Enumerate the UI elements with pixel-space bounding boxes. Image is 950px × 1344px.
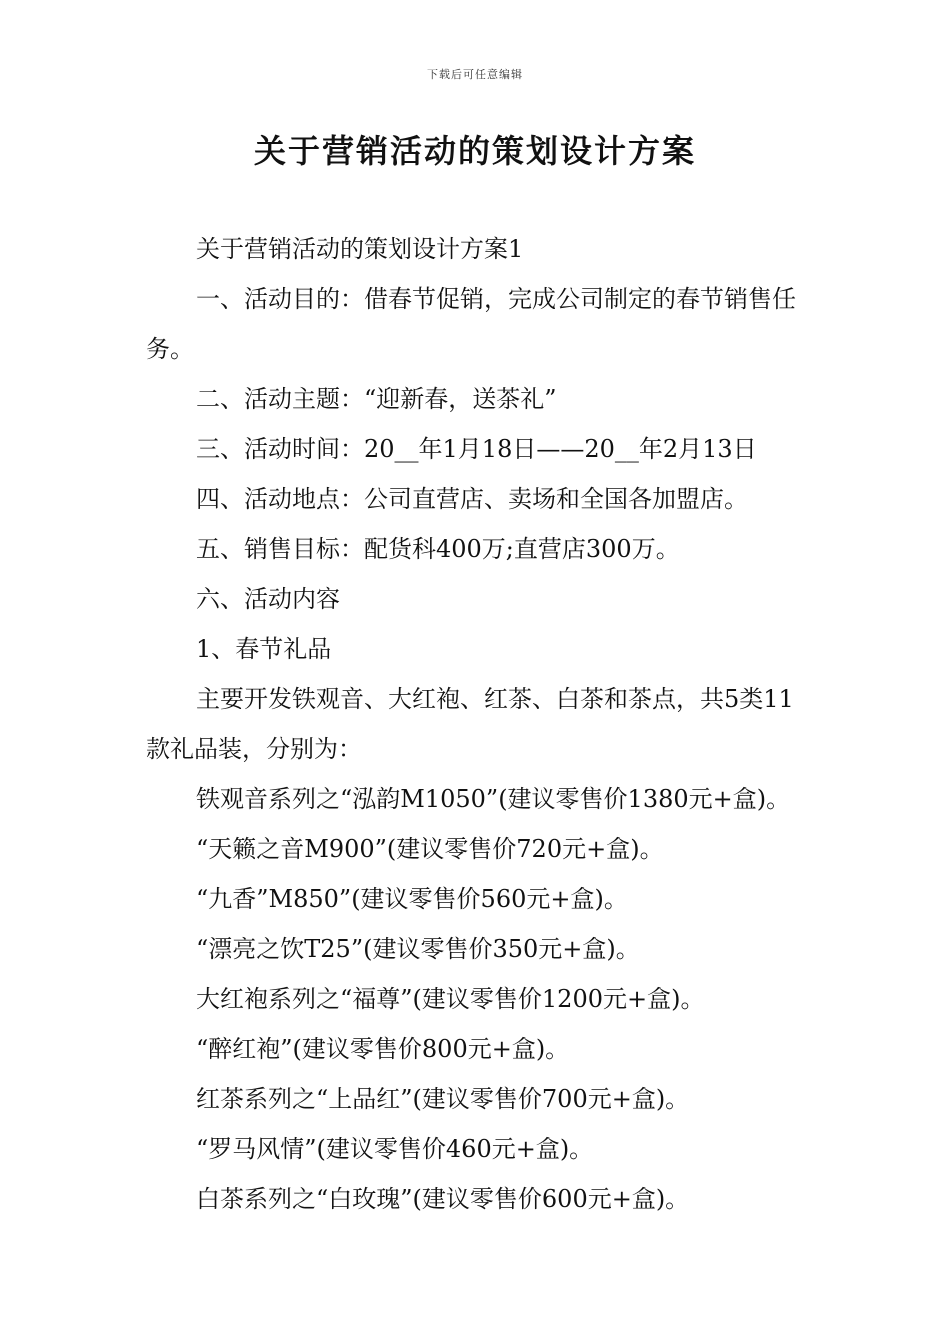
paragraph-gifts-heading: 1、春节礼品 xyxy=(196,635,332,663)
list-item: 红茶系列之“上品红”(建议零售价700元+盒)。 xyxy=(196,1085,690,1113)
list-item: 大红袍系列之“福尊”(建议零售价1200元+盒)。 xyxy=(196,985,705,1013)
paragraph-location: 四、活动地点：公司直营店、卖场和全国各加盟店。 xyxy=(196,485,748,513)
list-item: “醉红袍”(建议零售价800元+盒)。 xyxy=(196,1035,570,1063)
list-item: “天籁之音M900”(建议零售价720元+盒)。 xyxy=(196,835,664,863)
paragraph-purpose: 一、活动目的：借春节促销，完成公司制定的春节销售任务。 xyxy=(146,285,796,363)
document-body xyxy=(146,224,810,1224)
document-title: 关于营销活动的策划设计方案 xyxy=(253,132,696,170)
list-item: “罗马风情”(建议零售价460元+盒)。 xyxy=(196,1135,594,1163)
paragraph-gifts-intro: 主要开发铁观音、大红袍、红茶、白茶和茶点，共5类11款礼品装，分别为： xyxy=(146,685,794,763)
list-item: “漂亮之饮T25”(建议零售价350元+盒)。 xyxy=(196,935,640,963)
paragraph-subtitle: 关于营销活动的策划设计方案1 xyxy=(196,235,524,263)
list-item: “九香”M850”(建议零售价560元+盒)。 xyxy=(196,885,628,913)
paragraph-sales-target: 五、销售目标：配货科400万;直营店300万。 xyxy=(196,535,680,563)
paragraph-theme: 二、活动主题：“迎新春，送茶礼” xyxy=(196,385,557,413)
paragraph-time: 三、活动时间：20__年1月18日——20__年2月13日 xyxy=(196,435,757,463)
header-note: 下载后可任意编辑 xyxy=(427,68,523,81)
list-item: 铁观音系列之“泓韵M1050”(建议零售价1380元+盒)。 xyxy=(196,785,791,813)
list-item: 白茶系列之“白玫瑰”(建议零售价600元+盒)。 xyxy=(196,1185,690,1213)
paragraph-content-heading: 六、活动内容 xyxy=(196,585,340,613)
